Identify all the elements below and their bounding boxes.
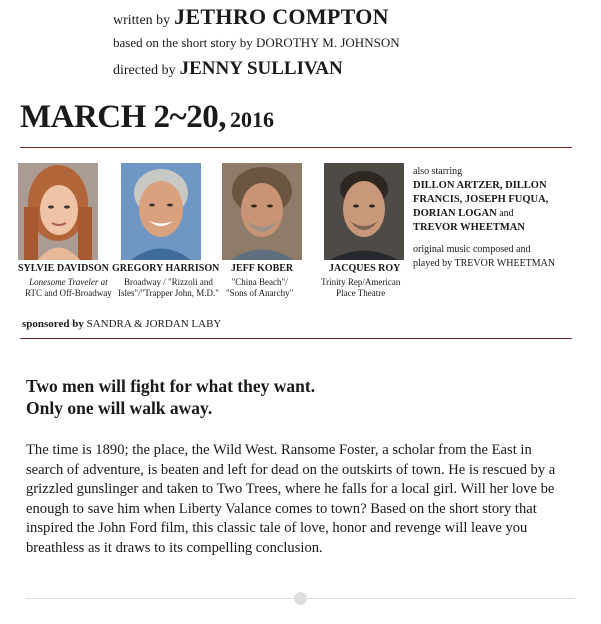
also-starring xyxy=(413,165,555,271)
also-starring-label: also starring xyxy=(413,166,463,177)
cast-name: SYLVIE DAVIDSON xyxy=(18,263,109,274)
credit-line-1: Trinity Rep/American xyxy=(321,277,401,287)
headshot-photo xyxy=(121,163,201,260)
cast-name: GREGORY HARRISON xyxy=(112,263,220,274)
music-credit-line-1: original music composed and xyxy=(413,244,531,255)
top-rule xyxy=(20,147,572,148)
writer-name: JETHRO COMPTON xyxy=(174,4,389,29)
cast-credit xyxy=(25,277,112,299)
credit-line-1: "China Beach"/ xyxy=(231,277,288,287)
also-starring-line-4: TREVOR WHEETMAN xyxy=(413,222,525,233)
written-prefix: written by xyxy=(113,13,171,28)
headshot-photo xyxy=(324,163,404,260)
directed-prefix: directed by xyxy=(113,63,176,78)
sponsor-names: SANDRA & JORDAN LABY xyxy=(86,318,222,330)
also-starring-line-1: DILLON ARTZER, DILLON xyxy=(413,180,547,191)
bottom-rule xyxy=(20,338,572,339)
tagline-line-2: Only one will walk away. xyxy=(26,398,213,418)
tagline xyxy=(26,375,315,419)
music-prefix: played by xyxy=(413,258,453,269)
run-dates xyxy=(20,99,274,136)
credit-line-1: Broadway / "Rizzoli and xyxy=(124,277,213,287)
director-name: JENNY SULLIVAN xyxy=(179,58,343,79)
credit-line-2: Isles"/"Trapper John, M.D." xyxy=(118,288,219,298)
dates-main: MARCH 2~20, xyxy=(20,99,226,135)
also-starring-line-2: FRANCIS, JOSEPH FUQUA, xyxy=(413,194,549,205)
director-credit xyxy=(113,58,343,80)
cast-credit xyxy=(321,277,400,299)
based-on-credit: based on the short story by DOROTHY M. JOHNSON xyxy=(113,35,400,50)
cast-credit xyxy=(118,277,219,299)
music-credit-line-2 xyxy=(413,257,555,271)
sponsor-prefix: sponsored by xyxy=(22,318,84,330)
also-starring-line-3 xyxy=(413,207,555,221)
headshot-photo xyxy=(222,163,302,260)
tagline-line-1: Two men will fight for what they want. xyxy=(26,376,316,396)
credit-line-2: RTC and Off-Broadway xyxy=(25,288,112,298)
cast-name: JACQUES ROY xyxy=(329,263,401,274)
credit-line-2: "Sons of Anarchy" xyxy=(226,288,294,298)
dates-year: 2016 xyxy=(229,107,274,132)
cast-name: JEFF KOBER xyxy=(231,263,294,274)
cast-credit xyxy=(226,277,293,299)
pager-dot[interactable] xyxy=(294,592,307,605)
also-starring-names: DORIAN LOGAN xyxy=(413,208,497,219)
credit-line-1: Lonesome Traveler at xyxy=(29,277,108,287)
sponsor-line xyxy=(22,318,221,330)
writer-credit xyxy=(113,4,389,30)
credit-line-2: Place Theatre xyxy=(336,288,386,298)
also-starring-and: and xyxy=(499,208,514,219)
headshot-photo xyxy=(18,163,98,260)
description-paragraph: The time is 1890; the place, the Wild West. Ransome Foster, a scholar from the East in search of adventure, is beaten and left for dead on the outskirts of town. He is rescued by a grizzled gunslinger and taken to Two Trees, where he falls for a local girl. Will her love be enough to save him when Liberty Valance comes to town? Based on the short story that inspired the John Ford film, this classic tale of love, honor and revenge will leave you breathless as it draws to its compelling conclusion. xyxy=(26,442,556,556)
music-name: TREVOR WHEETMAN xyxy=(454,258,556,269)
